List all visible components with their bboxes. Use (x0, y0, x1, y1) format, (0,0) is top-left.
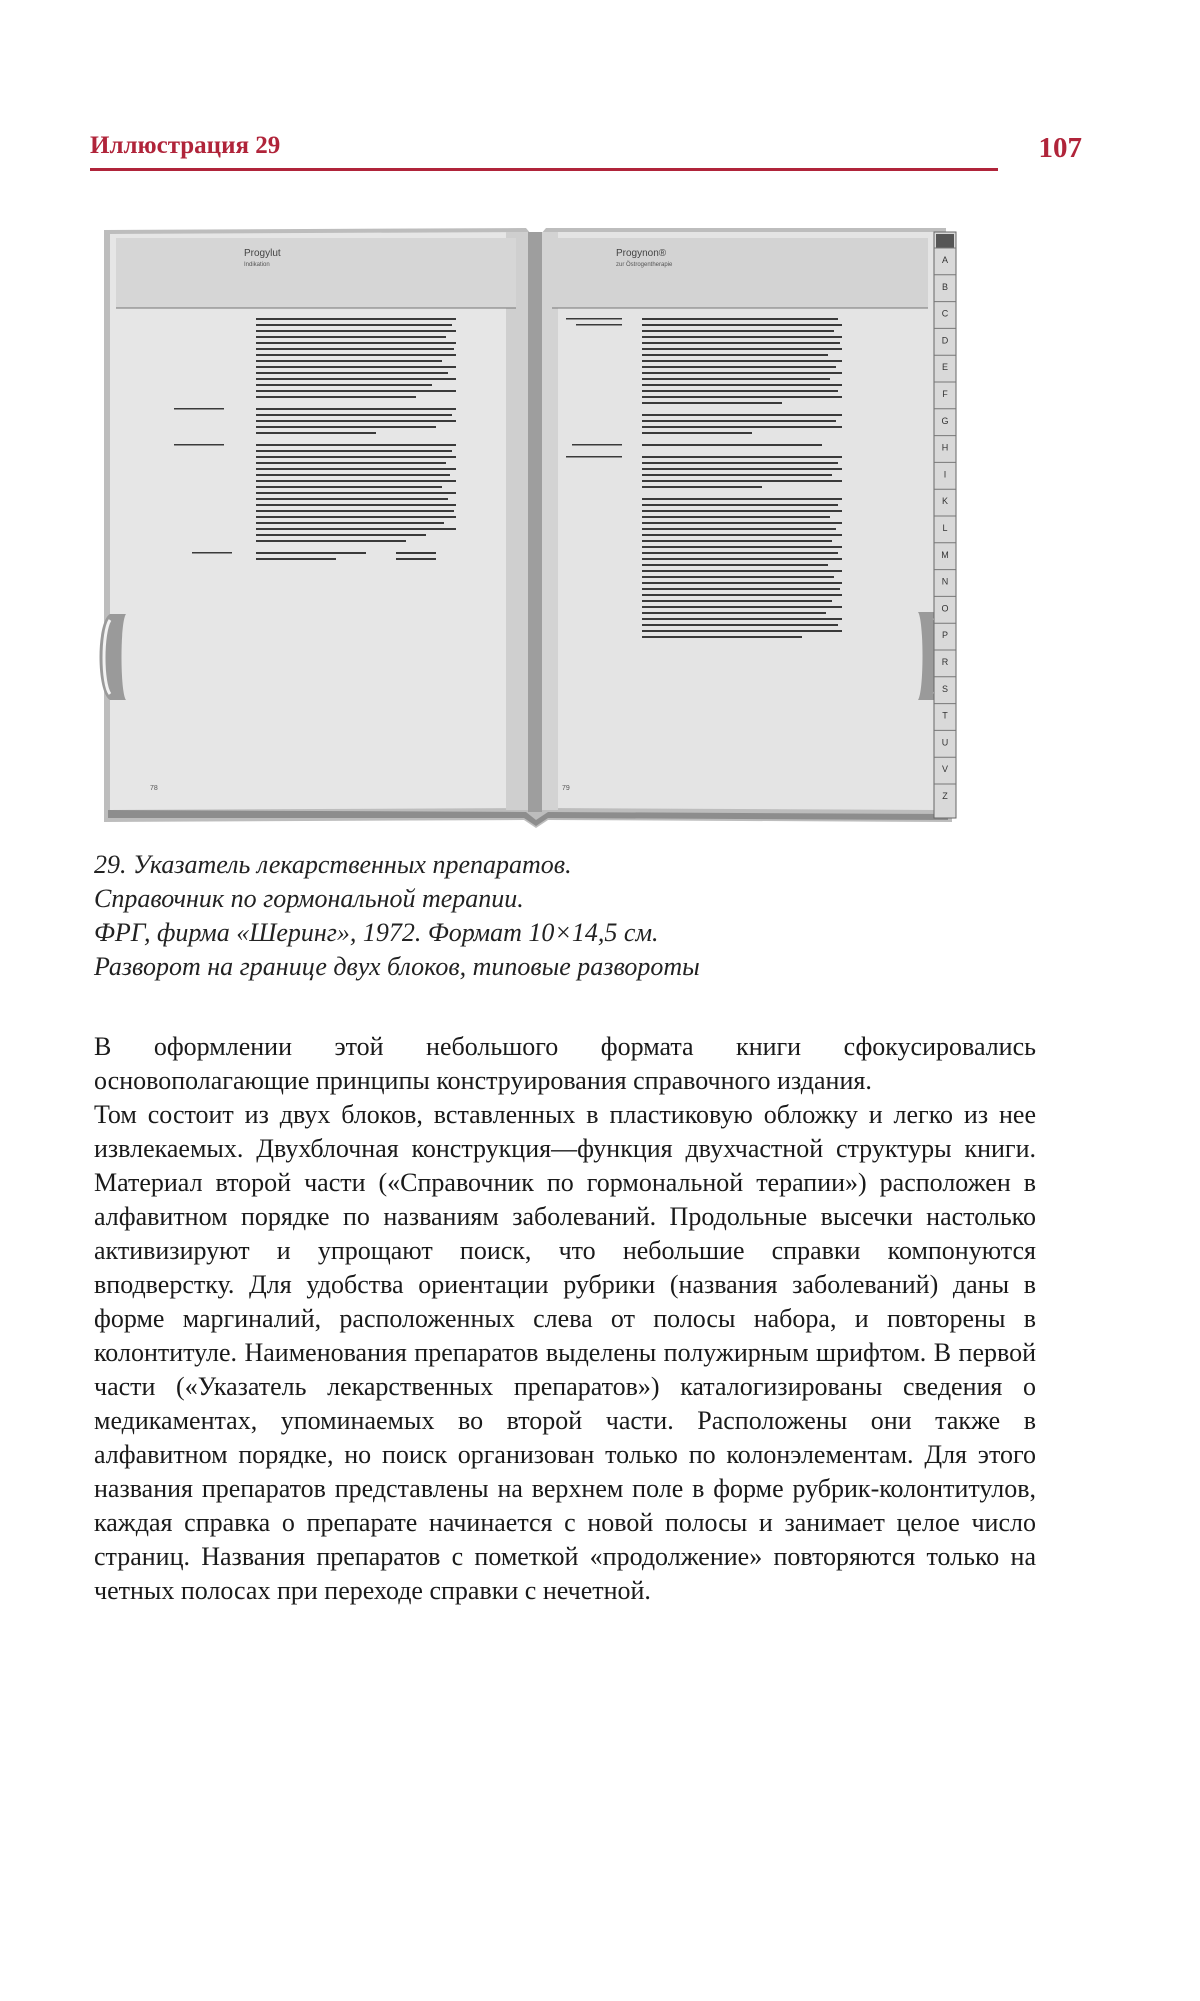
index-tab-p: P (941, 630, 949, 641)
right-page-folio: 79 (562, 785, 570, 792)
right-page-subtitle: zur Östrogentherapie (616, 262, 673, 268)
index-tab-m: M (941, 549, 949, 560)
body-paragraph-2: Том состоит из двух блоков, вставленных в пластиковую обложку и легко из нее извлекаемых. Двухблочная конструкция—функция двухчастной структуры книги. Материал второй части («Справочник по гормональной терапии») расположен в алфавитном порядке по названиям заболеваний. Продольные высечки настолько активизируют и упрощают поиск, что небольшие справки компонуются вподверстку. Для удобства ориентации рубрики (названия заболеваний) даны в форме маргиналий, расположенных слева от полосы набора, и повторены в колонтитуле. Наименования препаратов выделены полужирным шрифтом. В первой части («Указатель лекарственных препаратов») каталогизированы сведения о медикаментах, упоминаемых во второй части. Расположены они также в алфавитном порядке, но поиск организован только по колонэлементам. Для этого названия препаратов представлены на верхнем поле в форме рубрик-колонтитулов, каждая справка о препарате начинается с новой полосы и занимает целое число страниц. Названия препаратов с пометкой «продолжение» повторяются только на четных полосах при переходе справки с нечетной. (94, 1100, 1036, 1605)
page-header (90, 132, 1082, 172)
index-tab-h: H (941, 442, 949, 453)
index-tab-t: T (942, 710, 948, 721)
caption-line-1: 29. Указатель лекарственных препаратов. (94, 850, 572, 879)
index-tab-f: F (942, 389, 948, 399)
caption-line-4: Разворот на границе двух блоков, типовые развороты (94, 952, 700, 981)
index-tab-k: K (941, 496, 949, 507)
figure-caption (94, 848, 1034, 984)
body-paragraph-1: В оформлении этой небольшого формата книги сфокусировались основополагающие принципы конструирования справочного издания. (94, 1032, 1036, 1095)
index-tab-n: N (941, 576, 949, 587)
header-rule (90, 168, 998, 171)
index-tab-g: G (941, 415, 949, 426)
index-tab-u: U (941, 737, 949, 748)
index-tab-z: Z (942, 791, 948, 801)
index-tab-c: C (941, 308, 949, 319)
section-title: Иллюстрация 29 (90, 132, 281, 159)
index-tab-d: D (941, 335, 949, 346)
index-tab-e: E (941, 362, 949, 373)
left-page-title: Progylut (244, 248, 281, 259)
index-tab-l: L (942, 523, 948, 533)
page-number: 107 (1038, 132, 1082, 164)
index-tab-v: V (941, 764, 949, 775)
caption-line-3: ФРГ, фирма «Шеринг», 1972. Формат 10×14,5 см. (94, 918, 659, 947)
index-tab-b: B (941, 281, 949, 292)
index-tab-s: S (941, 683, 949, 694)
left-page-folio: 78 (150, 785, 158, 792)
left-page-subtitle: Indikation (244, 262, 270, 268)
index-tab-a: A (941, 255, 949, 265)
index-tab-o: O (941, 603, 949, 614)
right-page-title: Progynon® (616, 248, 667, 259)
index-tab-i: I (943, 469, 947, 480)
book-spread-photo (96, 222, 986, 832)
index-tab-r: R (941, 657, 949, 667)
caption-line-2: Справочник по гормональной терапии. (94, 884, 524, 913)
body-text (94, 1030, 1036, 1608)
